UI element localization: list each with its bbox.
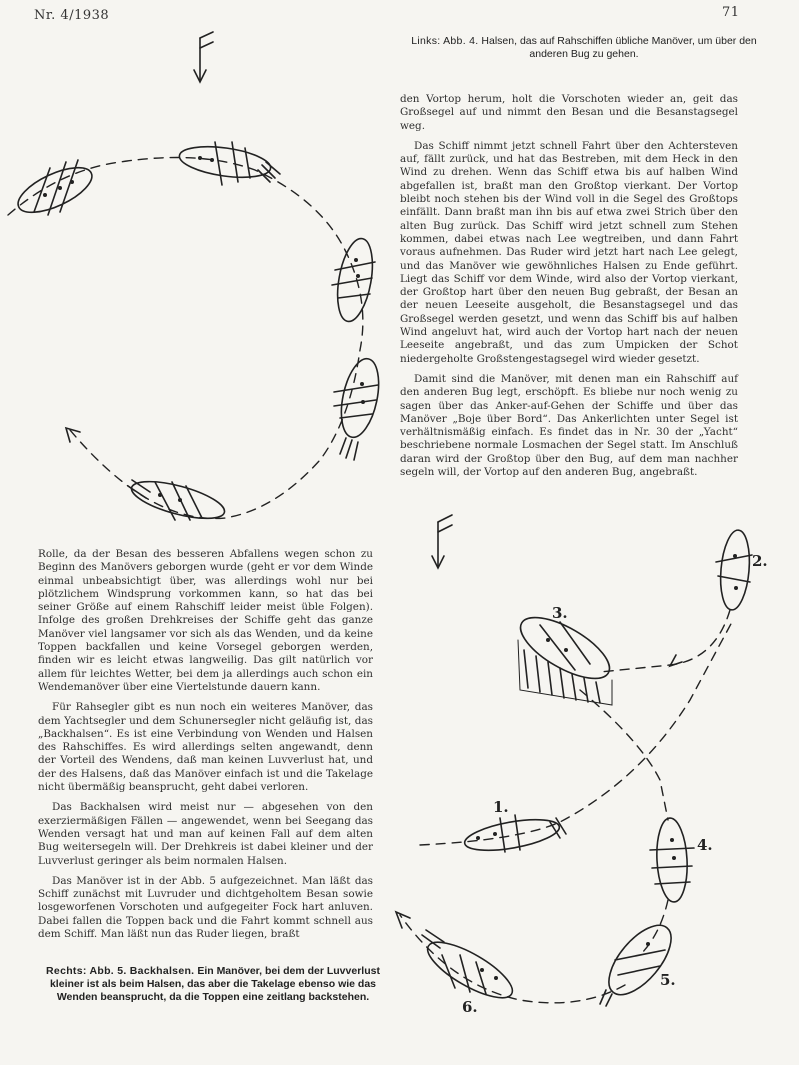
- paragraph: Rolle, da der Besan des besseren Abfallens wegen schon zu Beginn des Manövers geborgen wurde (geht er vor dem Winde einmal unbeabsichtigt über, was allerdings wohl nur bei plötzlichem Windsprung vorkommen kann, so hat das bei seiner Größe auf einem Rahschiff leider meist üble Folgen). Infolge des großen Drehkreises der Schiffe geht das ganze Manöver viel langsamer vor sich als das Wenden, und da keine Toppen backfallen und keine Vorsegel geborgen werden, finden wir es leicht etwas langweilig. Das gilt natürlich vor allem für leichtes Wetter, bei dem ja allerdings auch schon ein Wendemanöver über eine Viertelstunde dauern kann.: [38, 548, 373, 693]
- paragraph: Damit sind die Manöver, mit denen man ein Rahschiff auf den anderen Bug legt, erschöpft. Es bliebe nur noch wenig zu sagen über das Anker-auf-Gehen der Schiffe und über das Manöver „Boje über Bord“. Das Ankerlichten unter Segel ist verhältnismäßig einfach. Es findet das in Nr. 30 der „Yacht“ beschriebene normale Losmachen der Segel statt. Im Anschluß daran wird der Großtop über den Bug, auf dem man nachher segeln will, der Vortop auf den anderen Bug, angebraßt.: [400, 372, 738, 479]
- step-label: 4.: [697, 836, 713, 854]
- step-label: 5.: [660, 971, 676, 989]
- paragraph: Das Manöver ist in der Abb. 5 aufgezeichnet. Man läßt das Schiff zunächst mit Luvruder und dichtgeholtem Besan sowie losgeworfenen Vorschoten und aufgegeiter Fock hart anluven. Dabei fallen die Toppen back und die Fahrt kommt schnell aus dem Schiff. Man läßt nun das Ruder liegen, braßt: [38, 874, 373, 941]
- paragraph: Das Schiff nimmt jetzt schnell Fahrt über den Achtersteven auf, fällt zurück, und hat das Bestreben, mit dem Heck in den Wind zu drehen. Wenn das Schiff etwa bis auf halben Wind abgefallen ist, braßt man den Großtop vierkant. Der Vortop bleibt noch stehen bis der Wind voll in die Segel des Großtops einfällt. Dann braßt man ihn bis auf etwa zwei Strich über den alten Bug zurück. Das Schiff wird jetzt schnell zum Stehen kommen, dabei etwas nach Lee wegtreiben, und dann Fahrt voraus aufnehmen. Das Ruder wird jetzt hart nach Lee gelegt, und das Manöver wie gewöhnliches Halsen zu Ende geführt. Liegt das Schiff vor dem Winde, wird also der Vortop vierkant, der Großtop hart über den neuen Bug gebraßt, der Besan an der neuen Leeseite ausgeholt, die Besanstagsegel und das Großsegel werden gesetzt, und wenn das Schiff bis auf halben Wind angeluvt hat, wird auch der Vortop hart nach der neuen Leeseite angebraßt, und das zum Umpicken der Schot niedergeholte Großstengestagsegel wird wieder gesetzt.: [400, 139, 738, 365]
- ship-position-icon: [462, 798, 566, 856]
- step-label: 2.: [752, 552, 768, 570]
- step-label: 1.: [493, 798, 509, 816]
- step-label: 3.: [552, 604, 568, 622]
- step-label: 6.: [462, 998, 478, 1016]
- ship-position-icon: [650, 817, 713, 902]
- ship-position-icon: [512, 604, 619, 705]
- ship-position-icon: [716, 529, 768, 611]
- page-number: 71: [722, 5, 740, 20]
- journal-issue: Nr. 4/1938: [34, 8, 110, 23]
- figure4-caption-label: Links: Abb. 4.: [411, 35, 479, 47]
- figure5-caption-label: Rechts: Abb. 5. Backhalsen.: [46, 965, 195, 977]
- paragraph: Das Backhalsen wird meist nur — abgesehen von den exerziermäßigen Fällen — angewendet, wenn bei Seegang das Wenden versagt hat und man auf keinen Fall auf dem alten Bug weitersegeln will. Der Drehkreis ist dabei kleiner und der Luvverlust geringer als beim normalen Halsen.: [38, 801, 373, 867]
- paragraph: Für Rahsegler gibt es nun noch ein weiteres Manöver, das dem Yachtsegler und dem Schunersegler nicht geläufig ist, das „Backhalsen“. Es ist eine Verbindung von Wenden und Halsen des Rahschiffes. Es wird allerdings selten angewandt, denn der Vorteil des Wendens, daß man keinen Luvverlust hat, und der des Halsens, daß das Manöver einfach ist und die Takelage nicht übermäßig beansprucht, geht dabei verloren.: [38, 701, 373, 794]
- figure4-caption-text: Halsen, das auf Rahschiffen übliche Manöver, um über den anderen Bug zu gehen.: [481, 35, 757, 60]
- ship-position-icon: [420, 930, 519, 1016]
- paragraph: den Vortop herum, holt die Vorschoten wieder an, geit das Großsegel auf und nimmt den Besan und die Besanstagsegel weg.: [400, 93, 738, 132]
- wind-arrow-icon: [432, 515, 452, 568]
- figure5-caption-text: Ein Manöver, bei dem der Luvverlust kleiner ist als beim Halsen, das aber die Takelage ebenso wie das Wenden beansprucht, da die Toppen eine zeitlang backstehen.: [49, 965, 380, 1003]
